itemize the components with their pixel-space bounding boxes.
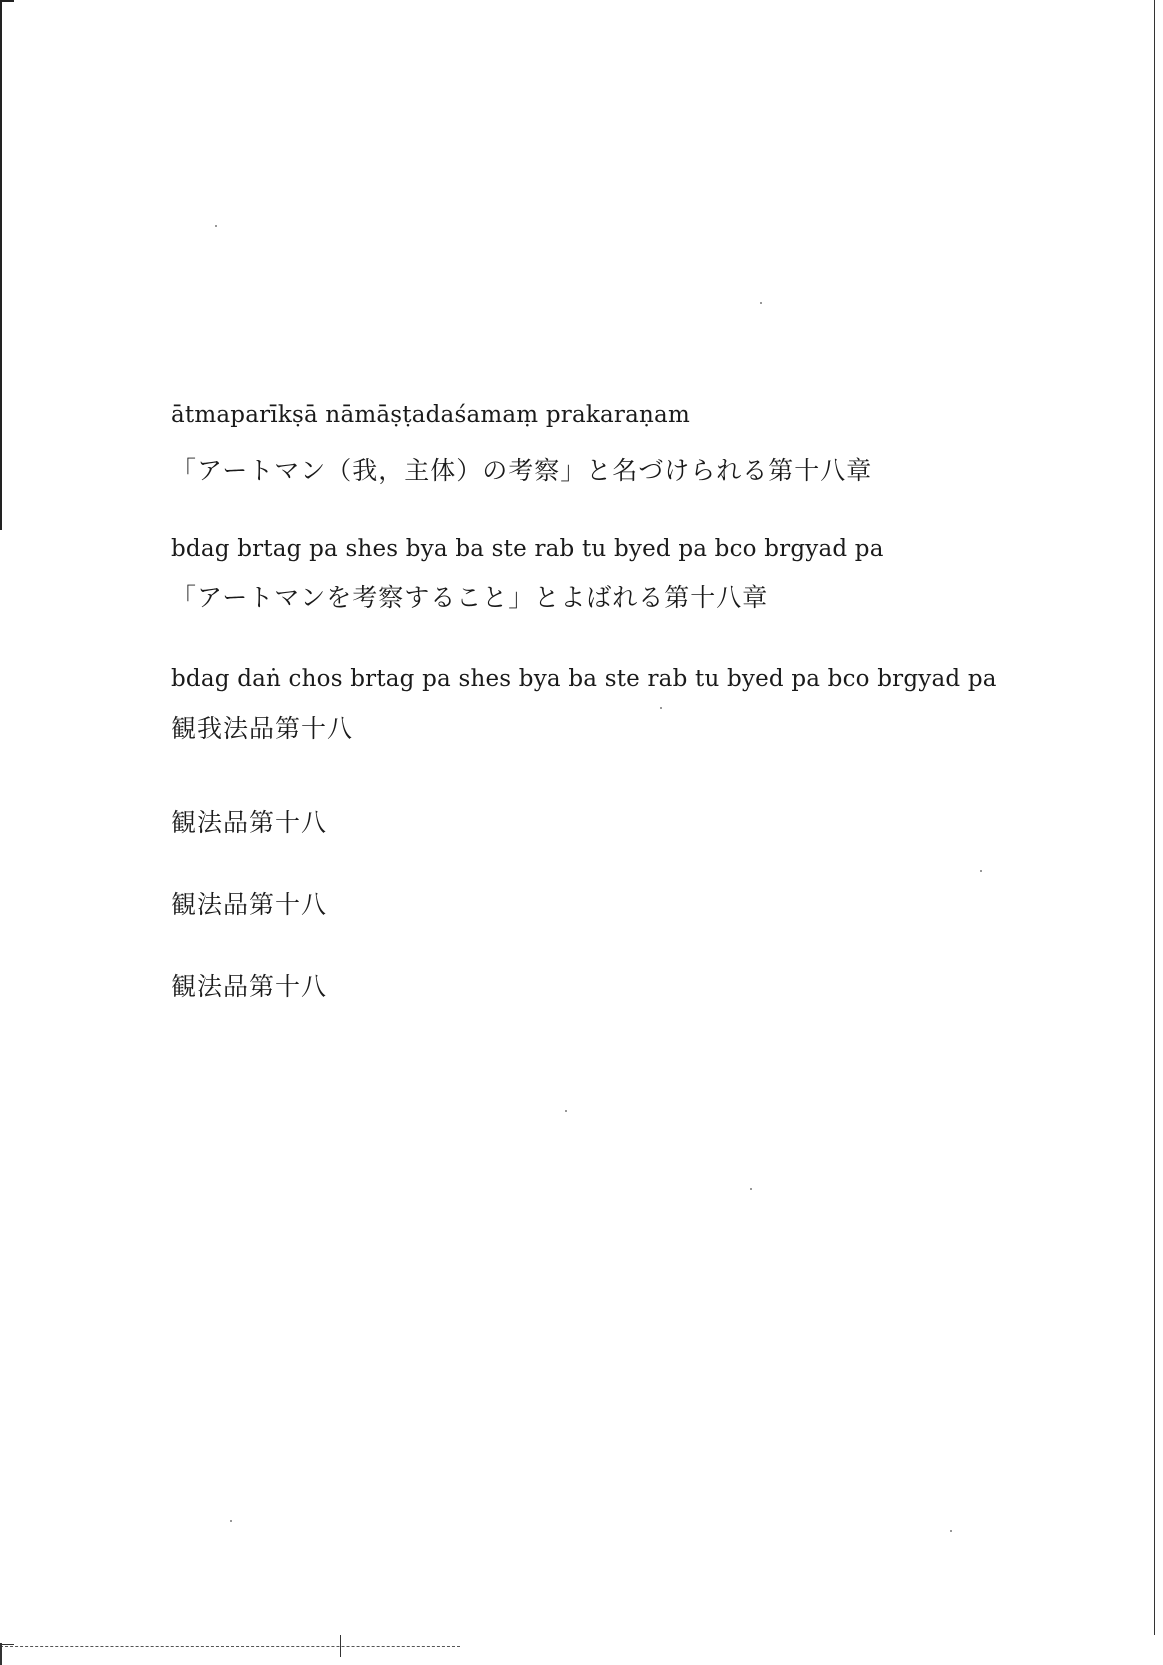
sanskrit-title: ātmaparīkṣā nāmāṣṭadaśamaṃ prakaraṇam (171, 402, 690, 428)
scan-edge-corner (0, 0, 14, 2)
scan-speck (750, 1188, 752, 1190)
scan-speck (980, 870, 982, 872)
chinese-title-2: 観法品第十八 (171, 808, 328, 837)
scan-edge-right (1154, 0, 1155, 1635)
scan-edge-bottom-left-cap (0, 1644, 14, 1645)
scan-speck (215, 225, 217, 227)
tibetan-title-translation: 「アートマンを考察すること」とよばれる第十八章 (171, 583, 769, 612)
chinese-title-1: 観我法品第十八 (171, 714, 354, 743)
chinese-title-4: 観法品第十八 (171, 972, 328, 1001)
chinese-title-3: 観法品第十八 (171, 890, 328, 919)
scan-speck (950, 1530, 952, 1532)
tibetan-title: bdag brtag pa shes bya ba ste rab tu byed pa bco brgyad pa (171, 536, 884, 562)
scan-speck (660, 707, 662, 709)
tibetan-title-alternate: bdag daṅ chos brtag pa shes bya ba ste rab tu byed pa bco brgyad pa (171, 666, 997, 692)
scan-speck (565, 1110, 567, 1112)
scan-edge-left (0, 0, 2, 530)
scan-speck (230, 1520, 232, 1522)
scan-edge-bottom (0, 1646, 460, 1647)
scan-speck (760, 302, 762, 304)
scan-edge-bottom-left (0, 1643, 2, 1665)
sanskrit-title-translation: 「アートマン（我，主体）の考察」と名づけられる第十八章 (171, 456, 873, 485)
scan-edge-bottom-tick (340, 1635, 341, 1657)
